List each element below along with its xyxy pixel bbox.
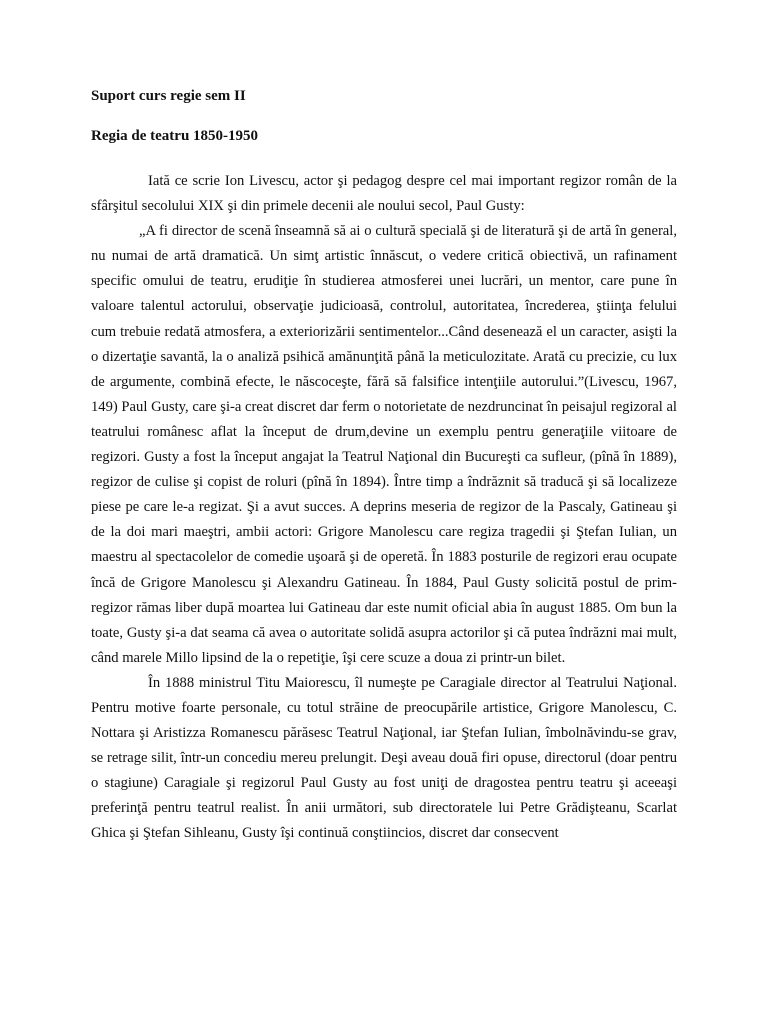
course-title: Suport curs regie sem II <box>91 88 246 104</box>
section-title: Regia de teatru 1850-1950 <box>91 128 259 144</box>
paragraph-intro: Iată ce scrie Ion Livescu, actor şi pedagog despre cel mai important regizor român de la sfârşitul secolului XIX şi din primele decenii ale noului secol, Paul Gusty: <box>91 173 677 215</box>
paragraph-quote: „A fi director de scenă înseamnă să ai o cultură specială şi de literatură şi de artă în general, nu numai de artă dramatică. Un simţ artistic înnăscut, o vedere critică obiectivă, un rafinament specific omului de teatru, erudiţie în studierea atmosferei unei lucrări, un mentor, care pune în valoare talentul actorului, observaţie judicioasă, controlul, autoritatea, încrederea, ştiinţa felului cum trebuie redată atmosfera, a exteriorizării sentimentelor...Când desenează el un caracter, asişti la o dizertaţie savantă, la o analiză psihică amănunţită până la meticulozitate. Arată cu precizie, cu lux de argumente, combină efecte, le născoceşte, fără să falsifice intenţiile autorului.”(Livescu, 1967, 149) Paul Gusty, care şi-a creat discret dar ferm o notorietate de nezdruncinat în peisajul regizoral al teatrului românesc aflat la început de drum,devine un exemplu pentru generaţiile viitoare de regizori. Gusty a fost la început angajat la Teatrul Naţional din Bucureşti ca sufleur, (pînă în 1889), regizor de culise şi copist de roluri (pînă în 1894). Între timp a îndrăznit să traducă şi să localizeze piese pe care le-a regizat. Şi a avut succes. A deprins meseria de regizor de la Pascaly, Gatineau şi de la doi mari maeştri, ambii actori: Grigore Manolescu care regiza tragedii şi Ştefan Iulian, un maestru al spectacolelor de comedie uşoară şi de operetă. În 1883 posturile de regizori erau ocupate încă de Grigore Manolescu şi Alexandru Gatineau. În 1884, Paul Gusty solicită postul de prim-regizor rămas liber după moartea lui Gatineau dar este numit oficial abia în august 1885. Om bun la toate, Gusty şi-a dat seama că avea o autoritate solidă asupra actorilor şi că putea îndrăzni mai mult, când marele Millo lipsind de la o repetiţie, îşi cere scuze a doua zi printr-un bilet. <box>91 223 677 666</box>
paragraph-1888: În 1888 ministrul Titu Maiorescu, îl numeşte pe Caragiale director al Teatrului Naţional. Pentru motive foarte personale, cu totul străine de preocupările artistice, Grigore Manolescu, C. Nottara şi Aristizza Romanescu părăsesc Teatrul Naţional, iar Ştefan Iulian, îmbolnăvindu-se grav, se retrage silit, într-un concediu mereu prelungit. Deşi aveau două firi opuse, directorul (doar pentru o stagiune) Caragiale şi regizorul Paul Gusty au fost uniţi de dragostea pentru teatru şi aceeaşi preferinţă pentru teatrul realist. În anii următori, sub directoratele lui Petre Grădişteanu, Scarlat Ghica şi Ştefan Sihleanu, Gusty îşi continuă conştiincios, discret dar consecvent <box>91 674 677 842</box>
body-text <box>91 169 677 847</box>
